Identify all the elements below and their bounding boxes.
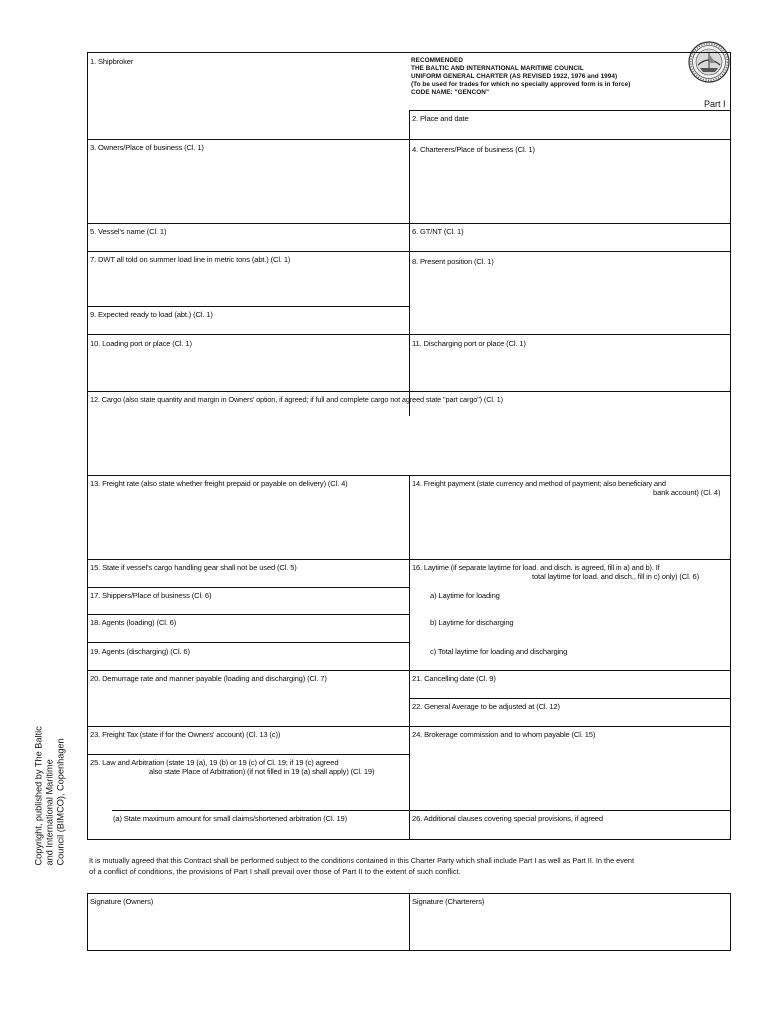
row-divider [112,810,409,811]
field-demurrage[interactable]: 20. Demurrage rate and manner payable (loading and discharging) (Cl. 7) [90,674,327,683]
copyright-line1: Copyright, published by The Baltic [33,726,44,866]
field-owners[interactable]: 3. Owners/Place of business (Cl. 1) [90,143,204,152]
row-divider [87,306,409,307]
field-law-arbitration-cont: also state Place of Arbitration) (if not filled in 19 (a) shall apply) (Cl. 19) [149,767,375,776]
field-cargo-gear[interactable]: 15. State if vessel's cargo handling gear shall not be used (Cl. 5) [90,563,297,572]
row-divider [87,614,409,615]
field-shipbroker[interactable]: 1. Shipbroker [90,57,134,66]
agreement-text-line2: of a conflict of conditions, the provisions of Part I shall prevail over those of Part II to the extent of such conflict. [89,867,461,876]
agreement-text-line1: It is mutually agreed that this Contract shall be performed subject to the conditions contained in this Charter Party which shall include Part I as well as Part II. In the event [89,856,635,865]
field-vessel-name[interactable]: 5. Vessel's name (Cl. 1) [90,227,167,236]
header-usage-note: (To be used for trades for which no specially approved form is in force) [411,81,631,88]
row-divider [87,587,409,588]
signature-divider [409,893,410,951]
field-cancelling-date[interactable]: 21. Cancelling date (Cl. 9) [412,674,496,683]
field-loading-port[interactable]: 10. Loading port or place (Cl. 1) [90,339,192,348]
row-divider [87,726,731,727]
field-small-claims[interactable]: (a) State maximum amount for small claims/shortened arbitration (Cl. 19) [113,814,347,823]
field-cargo[interactable]: 12. Cargo (also state quantity and margin in Owners' option, if agreed; if full and complete cargo not agreed state "part cargo") (Cl. 1) [90,395,503,404]
field-dwt[interactable]: 7. DWT all told on summer load line in metric tons (abt.) (Cl. 1) [90,255,291,264]
field-freight-tax[interactable]: 23. Freight Tax (state if for the Owners' account) (Cl. 13 (c)) [90,730,281,739]
header-charter-title: UNIFORM GENERAL CHARTER (AS REVISED 1922, 1976 and 1994) [411,73,618,80]
copyright-note [34,696,67,866]
field-charterers[interactable]: 4. Charterers/Place of business (Cl. 1) [412,145,535,154]
header-code-name: CODE NAME: "GENCON" [411,89,490,96]
row-divider [87,475,731,476]
row-divider [87,642,409,643]
field-brokerage[interactable]: 24. Brokerage commission and to whom payable (Cl. 15) [412,730,596,739]
column-divider [409,475,410,840]
part-label: Part I [704,99,726,109]
field-discharging-port[interactable]: 11. Discharging port or place (Cl. 1) [412,339,526,348]
row-divider [87,754,409,755]
field-expected-ready[interactable]: 9. Expected ready to load (abt.) (Cl. 1) [90,310,213,319]
row-divider [409,110,731,111]
row-divider [87,139,731,140]
field-laytime-loading[interactable]: a) Laytime for loading [430,591,500,600]
column-divider [409,110,410,416]
field-law-arbitration[interactable]: 25. Law and Arbitration (state 19 (a), 19 (b) or 19 (c) of Cl. 19; if 19 (c) agreed [90,758,339,767]
field-freight-payment[interactable]: 14. Freight payment (state currency and method of payment; also beneficiary and [412,479,666,488]
field-laytime[interactable]: 16. Laytime (if separate laytime for load. and disch. is agreed, fill in a) and b). If [412,563,660,572]
field-place-and-date[interactable]: 2. Place and date [412,114,469,123]
row-divider [87,251,731,252]
field-freight-payment-cont: bank account) (Cl. 4) [653,488,721,497]
field-agents-discharging[interactable]: 19. Agents (discharging) (Cl. 6) [90,647,190,656]
copyright-line3: Council (BIMCO), Copenhagen [55,738,66,866]
row-divider [87,559,731,560]
field-agents-loading[interactable]: 18. Agents (loading) (Cl. 6) [90,618,177,627]
field-additional-clauses[interactable]: 26. Additional clauses covering special provisions, if agreed [412,814,603,823]
field-laytime-cont: total laytime for load. and disch., fill in c) only) (Cl. 6) [532,572,699,581]
field-general-average[interactable]: 22. General Average to be adjusted at (Cl. 12) [412,702,560,711]
row-divider [409,810,731,811]
field-shippers[interactable]: 17. Shippers/Place of business (Cl. 6) [90,591,212,600]
field-freight-rate[interactable]: 13. Freight rate (also state whether freight prepaid or payable on delivery) (Cl. 4) [90,479,348,488]
field-gt-nt[interactable]: 6. GT/NT (Cl. 1) [412,227,464,236]
row-divider [87,391,731,392]
header-council: THE BALTIC AND INTERNATIONAL MARITIME COUNCIL [411,65,584,72]
row-divider [87,334,731,335]
signature-charterers[interactable]: Signature (Charterers) [412,897,485,906]
copyright-line2: and International Maritime [44,759,55,866]
signature-owners[interactable]: Signature (Owners) [90,897,154,906]
row-divider [409,698,731,699]
row-divider [87,670,731,671]
header-recommended: RECOMMENDED [411,57,464,64]
field-laytime-discharging[interactable]: b) Laytime for discharging [430,618,514,627]
field-present-position[interactable]: 8. Present position (Cl. 1) [412,257,494,266]
field-laytime-total[interactable]: c) Total laytime for loading and discharging [430,647,568,656]
row-divider [87,223,731,224]
